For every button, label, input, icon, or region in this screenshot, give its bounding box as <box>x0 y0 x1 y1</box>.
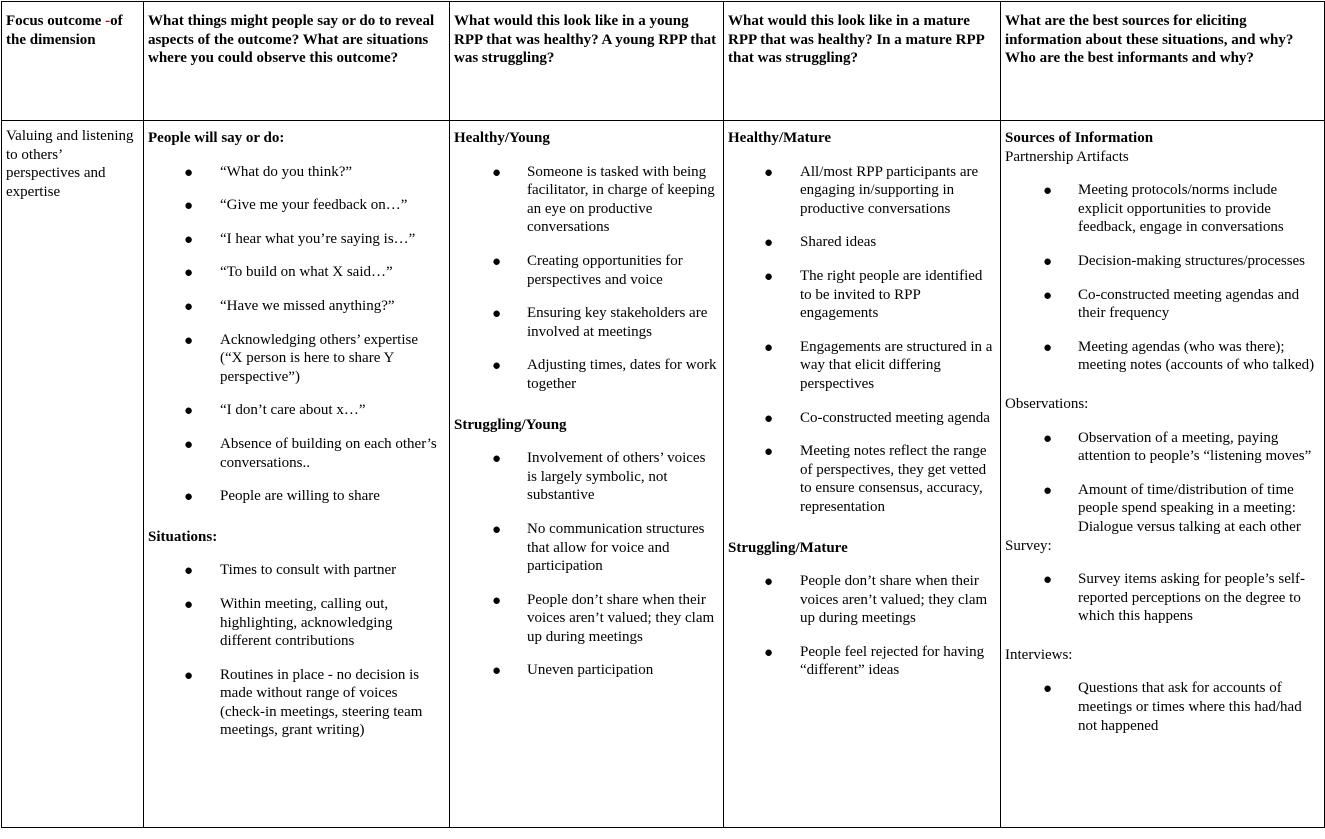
list-item-text: Someone is tasked with being facilitator, in charge of keeping an eye on productive conversations <box>527 163 715 236</box>
list-item <box>1005 429 1318 466</box>
artifacts-list <box>1005 181 1318 375</box>
list-item <box>728 409 994 428</box>
bullet-icon: ● <box>184 489 194 506</box>
mature-rpp-cell <box>724 121 1001 828</box>
list-item <box>148 297 443 316</box>
list-item <box>728 572 994 628</box>
list-item-text: Meeting protocols/norms include explicit opportunities to provide feedback, engage in conversations <box>1078 182 1284 236</box>
list-item-text: Within meeting, calling out, highlighting, acknowledging different contributions <box>220 595 393 650</box>
list-item <box>148 263 443 282</box>
bullet-icon: ● <box>184 231 194 248</box>
list-item-text: People are willing to share <box>220 488 380 505</box>
list-item-text: The right people are identified to be invited to RPP engagements <box>800 267 983 322</box>
bullet-icon: ● <box>764 410 774 427</box>
list-item-text: Meeting notes reflect the range of perspectives, they get vetted to ensure consensus, accuracy, representation <box>800 443 987 515</box>
list-item-text: Shared ideas <box>800 234 877 251</box>
survey-label: Survey: <box>1005 537 1052 554</box>
header-row <box>2 2 1325 121</box>
list-item-text: Amount of time/distribution of time people spend speaking in a meeting: Dialogue versus talking at each other <box>1078 481 1301 535</box>
header-mature-rpp: What would this look like in a mature RPP that was healthy? In a mature RPP that was struggling? <box>724 2 1001 121</box>
list-item-text: Ensuring key stakeholders are involved at meetings <box>527 305 708 340</box>
list-item-text: Acknowledging others’ expertise (“X person is here to share Y perspective”) <box>220 331 418 385</box>
list-item-text: Meeting agendas (who was there); meeting notes (accounts of who talked) <box>1078 338 1315 374</box>
bullet-icon: ● <box>184 332 194 349</box>
survey-list <box>1005 570 1318 626</box>
list-item-text: Absence of building on each other’s conversations.. <box>220 435 437 471</box>
sources-heading: Sources of Information <box>1005 130 1154 146</box>
list-item-text: Routines in place - no decision is made without range of voices (check-in meetings, steering team meetings, grant writing) <box>220 666 423 739</box>
list-item <box>148 561 443 580</box>
bullet-icon: ● <box>764 444 774 461</box>
list-item <box>148 230 443 249</box>
observations-label: Observations: <box>1005 395 1089 412</box>
list-item-text: Engagements are structured in a way that elicit differing perspectives <box>800 338 993 392</box>
struggling-young-list <box>454 449 717 680</box>
bullet-icon: ● <box>184 563 194 580</box>
bullet-icon: ● <box>184 403 194 420</box>
list-item <box>1005 481 1318 537</box>
list-item <box>454 520 717 576</box>
list-item-text: “What do you think?” <box>220 163 353 180</box>
list-item <box>454 304 717 341</box>
list-item <box>1005 252 1318 271</box>
list-item <box>1005 286 1318 323</box>
bullet-icon: ● <box>764 268 774 285</box>
bullet-icon: ● <box>184 164 194 181</box>
list-item-text: “Give me your feedback on…” <box>220 197 408 214</box>
list-item <box>454 356 717 393</box>
list-item <box>728 442 994 516</box>
list-item <box>148 331 443 387</box>
bullet-icon: ● <box>1043 430 1053 447</box>
list-item-text: No communication structures that allow for voice and participation <box>527 520 705 575</box>
interviews-list <box>1005 679 1318 735</box>
list-item-text: “To build on what X said…” <box>220 264 393 281</box>
header-sources: What are the best sources for eliciting information about these situations, and why? Who are the best informants and why? <box>1001 2 1325 121</box>
bullet-icon: ● <box>492 592 502 609</box>
list-item <box>148 435 443 472</box>
bullet-icon: ● <box>492 358 502 375</box>
bullet-icon: ● <box>764 574 774 591</box>
interviews-label: Interviews: <box>1005 646 1073 663</box>
bullet-icon: ● <box>184 265 194 282</box>
say-heading: People will say or do: <box>148 130 285 146</box>
focus-cell <box>2 121 144 828</box>
focus-text: Valuing and listening to others’ perspectives and expertise <box>6 128 134 200</box>
bullet-icon: ● <box>184 198 194 215</box>
bullet-icon: ● <box>1043 572 1053 589</box>
list-item-text: Adjusting times, dates for work together <box>527 357 717 392</box>
list-item-text: “I hear what you’re saying is…” <box>220 230 416 247</box>
bullet-icon: ● <box>492 253 502 270</box>
list-item-text: Times to consult with partner <box>220 562 397 579</box>
list-item-text: “I don’t care about x…” <box>220 402 366 419</box>
bullet-icon: ● <box>1043 681 1053 698</box>
struggling-young-heading: Struggling/Young <box>454 416 567 433</box>
list-item <box>148 196 443 215</box>
list-item <box>728 338 994 394</box>
artifacts-label: Partnership Artifacts <box>1005 148 1129 165</box>
list-item <box>148 163 443 182</box>
bullet-icon: ● <box>492 306 502 323</box>
bullet-icon: ● <box>764 164 774 181</box>
list-item-text: Uneven participation <box>527 662 654 679</box>
list-item-text: Decision-making structures/processes <box>1078 252 1306 269</box>
bullet-icon: ● <box>1043 253 1053 270</box>
bullet-icon: ● <box>1043 183 1053 200</box>
list-item <box>1005 679 1318 735</box>
list-item <box>454 252 717 289</box>
list-item <box>454 661 717 680</box>
situations-heading: Situations: <box>148 528 218 545</box>
list-item-text: People don’t share when their voices aren’t valued; they clam up during meetings <box>800 573 988 627</box>
list-item-text: People feel rejected for having “different” ideas <box>800 643 985 679</box>
header-focus-outcome: Focus outcome -of the dimension <box>2 2 144 121</box>
list-item-text: Involvement of others’ voices is largely symbolic, not substantive <box>527 450 706 504</box>
header-young-rpp: What would this look like in a young RPP that was healthy? A young RPP that was struggling? <box>450 2 724 121</box>
list-item-text: Questions that ask for accounts of meetings or times where this had/had not happened <box>1078 680 1302 734</box>
list-item <box>1005 181 1318 237</box>
content-row <box>2 121 1325 828</box>
bullet-icon: ● <box>184 667 194 684</box>
list-item-text: Co-constructed meeting agendas and their frequency <box>1078 286 1300 322</box>
list-item <box>148 487 443 506</box>
bullet-icon: ● <box>764 339 774 356</box>
healthy-young-heading: Healthy/Young <box>454 130 550 146</box>
young-rpp-cell <box>450 121 724 828</box>
header-say-or-do: What things might people say or do to reveal aspects of the outcome? What are situations where you could observe this outcome? <box>144 2 450 121</box>
list-item-text: Creating opportunities for perspectives and voice <box>527 252 683 288</box>
say-or-do-cell <box>144 121 450 828</box>
bullet-icon: ● <box>764 235 774 252</box>
bullet-icon: ● <box>1043 339 1053 356</box>
healthy-mature-list <box>728 163 994 517</box>
struggling-mature-list <box>728 572 994 680</box>
say-list <box>148 163 443 506</box>
rpp-dimension-table <box>1 1 1325 828</box>
bullet-icon: ● <box>184 436 194 453</box>
struggling-mature-heading: Struggling/Mature <box>728 539 848 556</box>
bullet-icon: ● <box>492 521 502 538</box>
list-item-text: People don’t share when their voices aren’t valued; they clam up during meetings <box>527 591 715 645</box>
list-item-text: Co-constructed meeting agenda <box>800 409 990 426</box>
sources-cell <box>1001 121 1325 828</box>
bullet-icon: ● <box>184 298 194 315</box>
list-item <box>728 267 994 323</box>
list-item-text: Observation of a meeting, paying attention to people’s “listening moves” <box>1078 429 1312 465</box>
list-item <box>454 591 717 647</box>
bullet-icon: ● <box>764 644 774 661</box>
healthy-mature-heading: Healthy/Mature <box>728 130 832 146</box>
list-item <box>728 163 994 219</box>
list-item <box>148 595 443 651</box>
bullet-icon: ● <box>492 663 502 680</box>
list-item <box>1005 570 1318 626</box>
list-item-text: Survey items asking for people’s self-reported perceptions on the degree to which this happens <box>1078 571 1306 625</box>
bullet-icon: ● <box>1043 287 1053 304</box>
list-item <box>454 163 717 237</box>
healthy-young-list <box>454 163 717 394</box>
list-item <box>1005 338 1318 375</box>
list-item <box>454 449 717 505</box>
situations-list <box>148 561 443 740</box>
list-item <box>728 643 994 680</box>
observations-list <box>1005 429 1318 537</box>
list-item <box>148 666 443 740</box>
bullet-icon: ● <box>1043 482 1053 499</box>
list-item-text: “Have we missed anything?” <box>220 297 395 314</box>
bullet-icon: ● <box>492 451 502 468</box>
list-item <box>148 401 443 420</box>
bullet-icon: ● <box>184 596 194 613</box>
list-item-text: All/most RPP participants are engaging in/supporting in productive conversations <box>800 163 979 217</box>
list-item <box>728 233 994 252</box>
bullet-icon: ● <box>492 164 502 181</box>
